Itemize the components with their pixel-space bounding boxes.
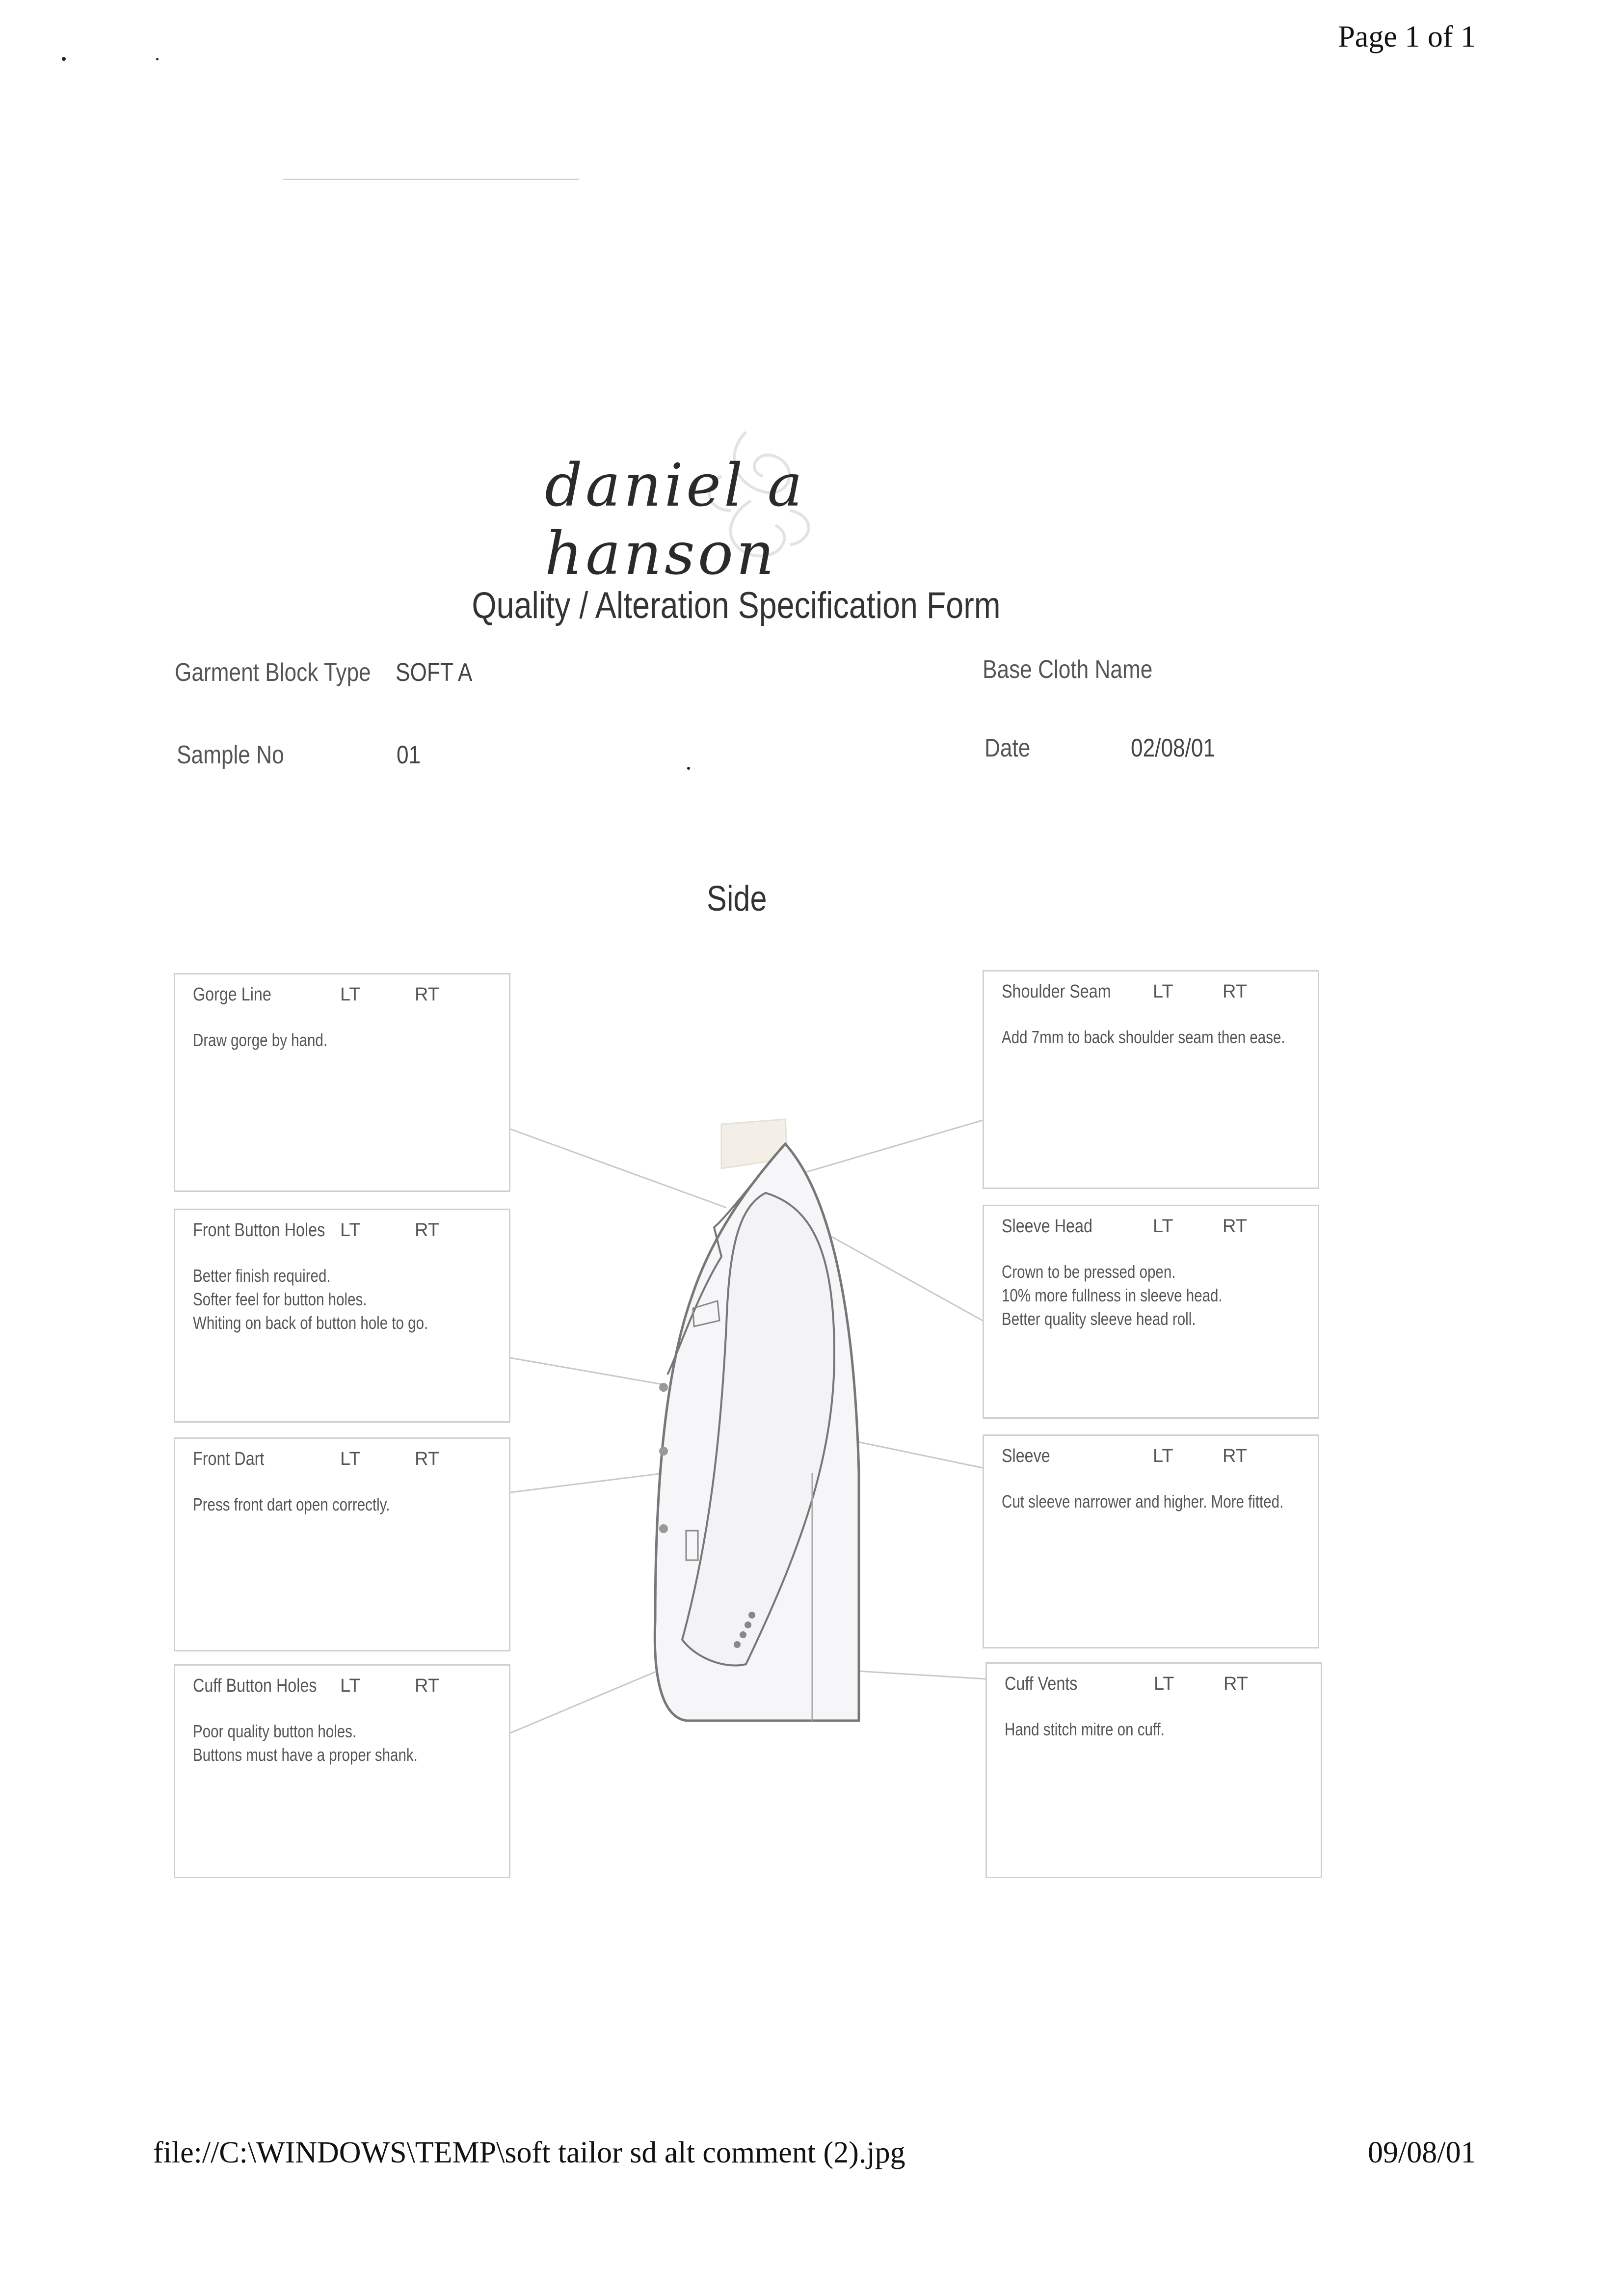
rt-label: RT: [415, 1675, 439, 1696]
lt-label: LT: [340, 1675, 361, 1696]
box-title: Front Button Holes: [193, 1220, 325, 1241]
page-number: Page 1 of 1: [1338, 20, 1476, 54]
box-title: Cuff Vents: [1005, 1674, 1078, 1694]
rt-label: RT: [1223, 1446, 1247, 1466]
sample-no-value: 01: [397, 741, 421, 769]
lt-label: LT: [340, 984, 361, 1005]
date-value: 02/08/01: [1131, 734, 1216, 762]
sample-no-label: Sample No: [177, 741, 284, 769]
lt-label: LT: [1153, 1446, 1173, 1466]
lt-label: LT: [340, 1449, 361, 1469]
box-title: Sleeve: [1002, 1446, 1050, 1466]
comment-line: Softer feel for button holes.: [193, 1289, 367, 1309]
form-title: Quality / Alteration Specification Form: [472, 585, 1001, 626]
rt-label: RT: [415, 1220, 439, 1241]
comment-line: Poor quality button holes.: [193, 1721, 357, 1741]
rt-label: RT: [1224, 1674, 1248, 1694]
box-title: Sleeve Head: [1002, 1216, 1092, 1237]
box-title: Gorge Line: [193, 984, 271, 1005]
comment-line: Crown to be pressed open.: [1002, 1262, 1176, 1282]
comment-line: Add 7mm to back shoulder seam then ease.: [1002, 1027, 1285, 1047]
logo-text: daniel a hanson: [545, 452, 806, 588]
lt-label: LT: [1154, 1674, 1174, 1694]
date-label: Date: [984, 734, 1031, 762]
rt-label: RT: [415, 1449, 439, 1469]
rt-label: RT: [415, 984, 439, 1005]
base-cloth-name-label: Base Cloth Name: [983, 655, 1153, 684]
comment-line: Buttons must have a proper shank.: [193, 1745, 418, 1765]
lt-label: LT: [340, 1220, 361, 1241]
lt-label: LT: [1153, 981, 1173, 1002]
lt-label: LT: [1153, 1216, 1173, 1237]
comment-line: 10% more fullness in sleeve head.: [1002, 1285, 1223, 1305]
footer-file-path: file://C:\WINDOWS\TEMP\soft tailor sd alt comment (2).jpg: [153, 2136, 905, 2169]
footer-date: 09/08/01: [1368, 2136, 1476, 2169]
comment-line: Better quality sleeve head roll.: [1002, 1309, 1196, 1329]
box-title: Shoulder Seam: [1002, 981, 1111, 1002]
comment-line: Cut sleeve narrower and higher. More fitted.: [1002, 1491, 1284, 1512]
rt-label: RT: [1223, 1216, 1247, 1237]
comment-line: Hand stitch mitre on cuff.: [1005, 1719, 1165, 1739]
garment-block-type-value: SOFT A: [396, 658, 473, 687]
box-title: Cuff Button Holes: [193, 1675, 317, 1696]
garment-block-type-label: Garment Block Type: [175, 658, 371, 687]
view-title: Side: [707, 879, 767, 918]
comment-line: Press front dart open correctly.: [193, 1494, 390, 1514]
comment-line: Better finish required.: [193, 1266, 331, 1286]
comment-line: Whiting on back of button hole to go.: [193, 1313, 428, 1333]
comment-line: Draw gorge by hand.: [193, 1030, 328, 1050]
box-title: Front Dart: [193, 1449, 265, 1469]
rt-label: RT: [1223, 981, 1247, 1002]
